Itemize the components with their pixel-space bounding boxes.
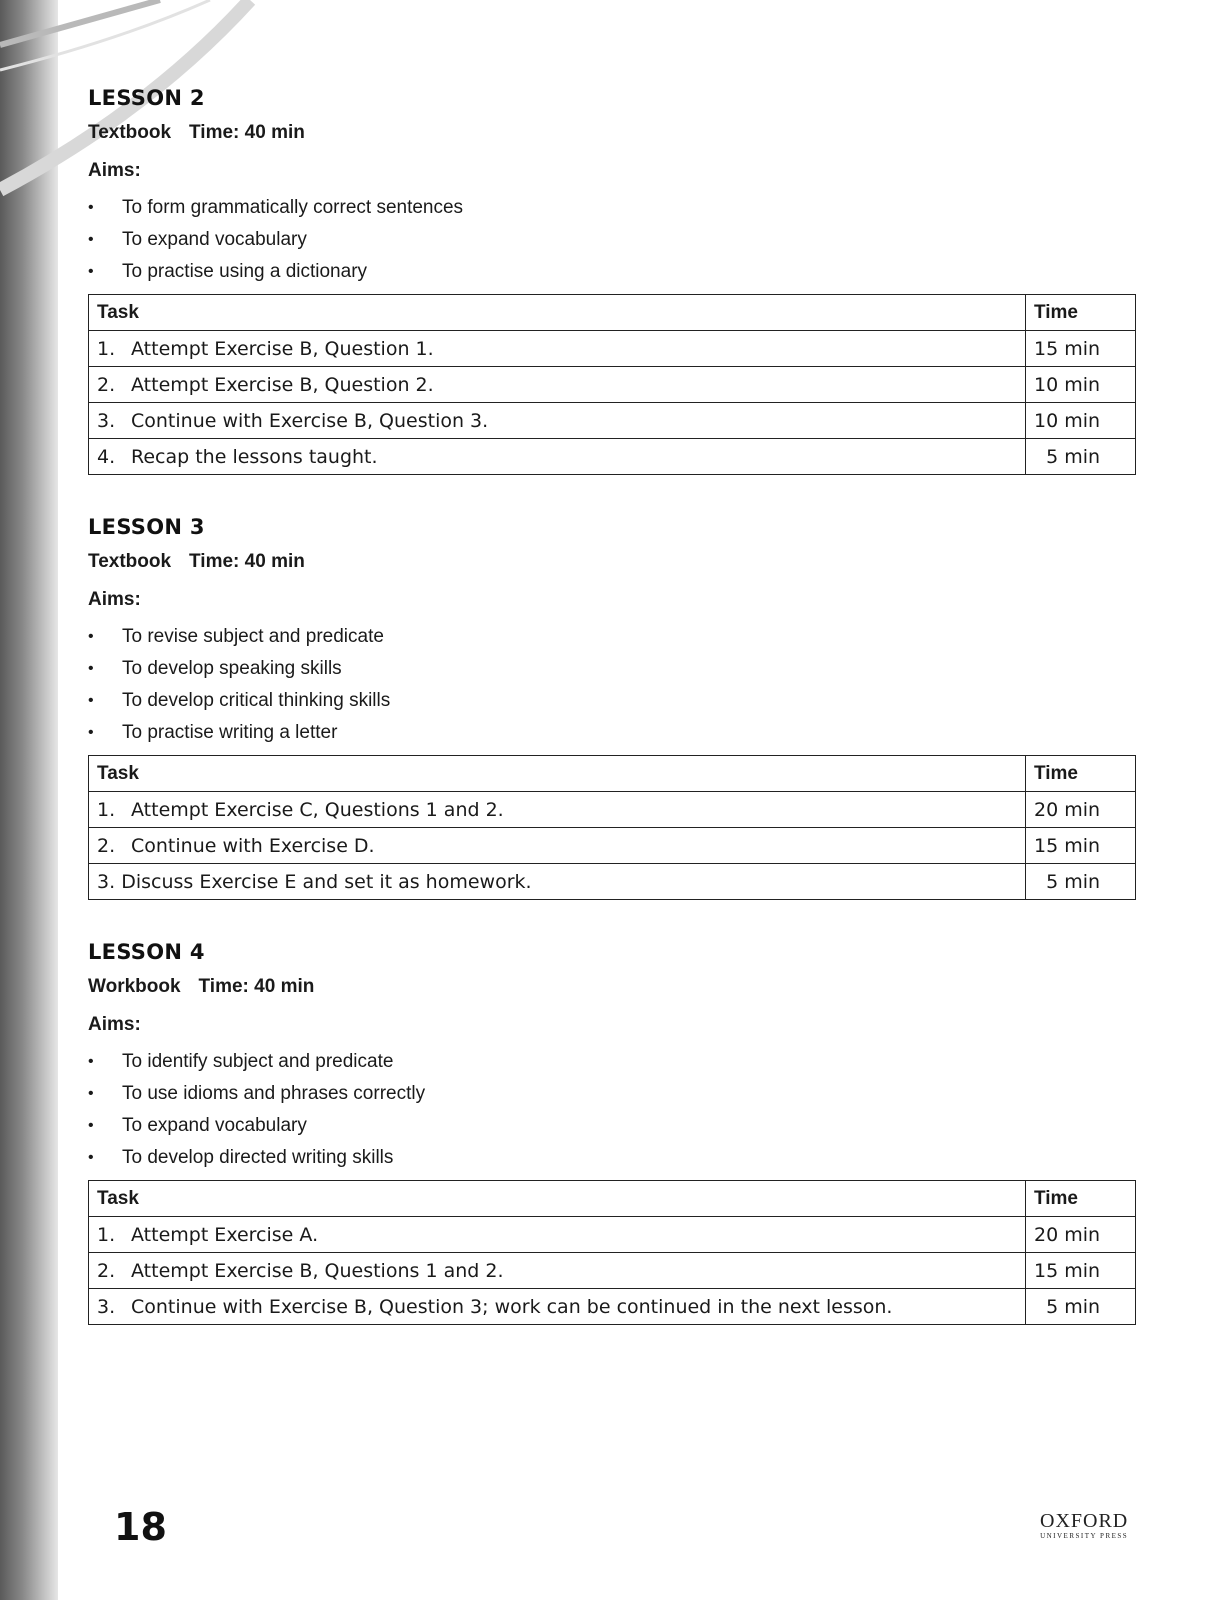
decorative-side-band (0, 0, 58, 1600)
lesson-plan-content (88, 86, 1136, 1365)
time-cell (1026, 439, 1136, 475)
time-column-header: Time (1026, 1181, 1136, 1217)
time-cell (1026, 864, 1136, 900)
aim-text: To revise subject and predicate (122, 626, 384, 647)
lesson-title: LESSON 3 (88, 515, 205, 539)
task-number: 1. (97, 337, 116, 360)
time-cell: 10 min (1026, 367, 1136, 403)
bullet-icon: • (88, 1117, 94, 1134)
page-number: 18 (114, 1505, 167, 1549)
time-value: 5 min (1046, 445, 1101, 468)
lesson-meta (88, 122, 1136, 144)
aim-item (88, 1078, 1136, 1110)
task-table (88, 755, 1136, 900)
book-label: Textbook (88, 122, 172, 143)
task-number: 3. (97, 409, 116, 432)
aim-text: To develop speaking skills (122, 658, 342, 679)
publisher-logo (1040, 1511, 1128, 1541)
task-cell (89, 1289, 1026, 1325)
lesson-title: LESSON 4 (88, 940, 205, 964)
task-text: Continue with Exercise B, Question 3; work can be continued in the next lesson. (131, 1295, 893, 1318)
aim-text: To identify subject and predicate (122, 1051, 394, 1072)
lesson-meta (88, 976, 1136, 998)
time-value: 5 min (1046, 870, 1101, 893)
table-header-row (89, 1181, 1136, 1217)
table-row (89, 1289, 1136, 1325)
task-cell (89, 331, 1026, 367)
bullet-icon: • (88, 263, 94, 280)
task-number: 2. (97, 1259, 116, 1282)
time-cell: 15 min (1026, 331, 1136, 367)
lesson-2-section (88, 86, 1136, 475)
task-text: Attempt Exercise B, Questions 1 and 2. (131, 1259, 504, 1282)
time-column-header: Time (1026, 295, 1136, 331)
task-cell (89, 439, 1026, 475)
time-cell (1026, 1289, 1136, 1325)
aim-text: To develop critical thinking skills (122, 690, 391, 711)
task-table (88, 294, 1136, 475)
aim-item (88, 1110, 1136, 1142)
table-row (89, 828, 1136, 864)
task-column-header: Task (89, 295, 1026, 331)
task-cell (89, 1217, 1026, 1253)
bullet-icon: • (88, 692, 94, 709)
task-column-header: Task (89, 1181, 1026, 1217)
time-cell: 10 min (1026, 403, 1136, 439)
aims-label: Aims: (88, 589, 141, 610)
publisher-subtitle: UNIVERSITY PRESS (1040, 1532, 1129, 1540)
task-cell (89, 828, 1026, 864)
lesson-meta (88, 551, 1136, 573)
aims-list (88, 621, 1136, 749)
table-row (89, 792, 1136, 828)
table-row (89, 331, 1136, 367)
task-cell (89, 1253, 1026, 1289)
book-label: Textbook (88, 551, 172, 572)
lesson-3-section (88, 515, 1136, 900)
aim-item (88, 717, 1136, 749)
table-row (89, 403, 1136, 439)
time-column-header: Time (1026, 756, 1136, 792)
task-text: Continue with Exercise B, Question 3. (131, 409, 489, 432)
task-text: Attempt Exercise B, Question 2. (131, 373, 434, 396)
table-row (89, 1253, 1136, 1289)
bullet-icon: • (88, 660, 94, 677)
task-text: Continue with Exercise D. (131, 834, 375, 857)
aim-item (88, 224, 1136, 256)
task-cell (89, 792, 1026, 828)
time-label: Time: 40 min (198, 976, 315, 997)
time-cell: 20 min (1026, 792, 1136, 828)
aim-text: To practise writing a letter (122, 722, 338, 743)
aims-label: Aims: (88, 1014, 141, 1035)
time-label: Time: 40 min (189, 122, 305, 143)
aim-item (88, 256, 1136, 288)
task-table (88, 1180, 1136, 1325)
aim-text: To develop directed writing skills (122, 1147, 394, 1168)
table-row (89, 439, 1136, 475)
table-header-row (89, 295, 1136, 331)
task-number: 2. (97, 834, 116, 857)
task-number: 3. (97, 870, 116, 893)
task-number: 3. (97, 1295, 116, 1318)
bullet-icon: • (88, 199, 94, 216)
aim-text: To form grammatically correct sentences (122, 197, 464, 218)
lesson-title: LESSON 2 (88, 86, 205, 110)
task-text: Recap the lessons taught. (131, 445, 378, 468)
aim-text: To expand vocabulary (122, 229, 307, 250)
bullet-icon: • (88, 1085, 94, 1102)
aim-item (88, 621, 1136, 653)
task-number: 1. (97, 1223, 116, 1246)
time-cell: 15 min (1026, 1253, 1136, 1289)
task-number: 4. (97, 445, 116, 468)
aims-list (88, 192, 1136, 288)
book-label: Workbook (88, 976, 181, 997)
publisher-name: OXFORD (1040, 1510, 1129, 1532)
bullet-icon: • (88, 231, 94, 248)
time-value: 5 min (1046, 1295, 1101, 1318)
aims-label: Aims: (88, 160, 141, 181)
task-column-header: Task (89, 756, 1026, 792)
table-header-row (89, 756, 1136, 792)
aim-item (88, 1142, 1136, 1174)
task-text: Attempt Exercise A. (131, 1223, 319, 1246)
aim-text: To practise using a dictionary (122, 261, 368, 282)
task-number: 1. (97, 798, 116, 821)
time-cell: 15 min (1026, 828, 1136, 864)
bullet-icon: • (88, 724, 94, 741)
aims-list (88, 1046, 1136, 1174)
time-label: Time: 40 min (189, 551, 305, 572)
aim-item (88, 1046, 1136, 1078)
aim-text: To use idioms and phrases correctly (122, 1083, 426, 1104)
bullet-icon: • (88, 628, 94, 645)
task-text: Attempt Exercise C, Questions 1 and 2. (131, 798, 504, 821)
table-row (89, 367, 1136, 403)
task-cell (89, 864, 1026, 900)
task-text: Attempt Exercise B, Question 1. (131, 337, 434, 360)
task-cell (89, 403, 1026, 439)
lesson-4-section (88, 940, 1136, 1325)
task-number: 2. (97, 373, 116, 396)
task-cell (89, 367, 1026, 403)
table-row (89, 864, 1136, 900)
bullet-icon: • (88, 1149, 94, 1166)
aim-item (88, 653, 1136, 685)
task-text: Discuss Exercise E and set it as homework. (121, 870, 532, 893)
bullet-icon: • (88, 1053, 94, 1070)
table-row (89, 1217, 1136, 1253)
aim-item (88, 685, 1136, 717)
time-cell: 20 min (1026, 1217, 1136, 1253)
aim-text: To expand vocabulary (122, 1115, 307, 1136)
aim-item (88, 192, 1136, 224)
